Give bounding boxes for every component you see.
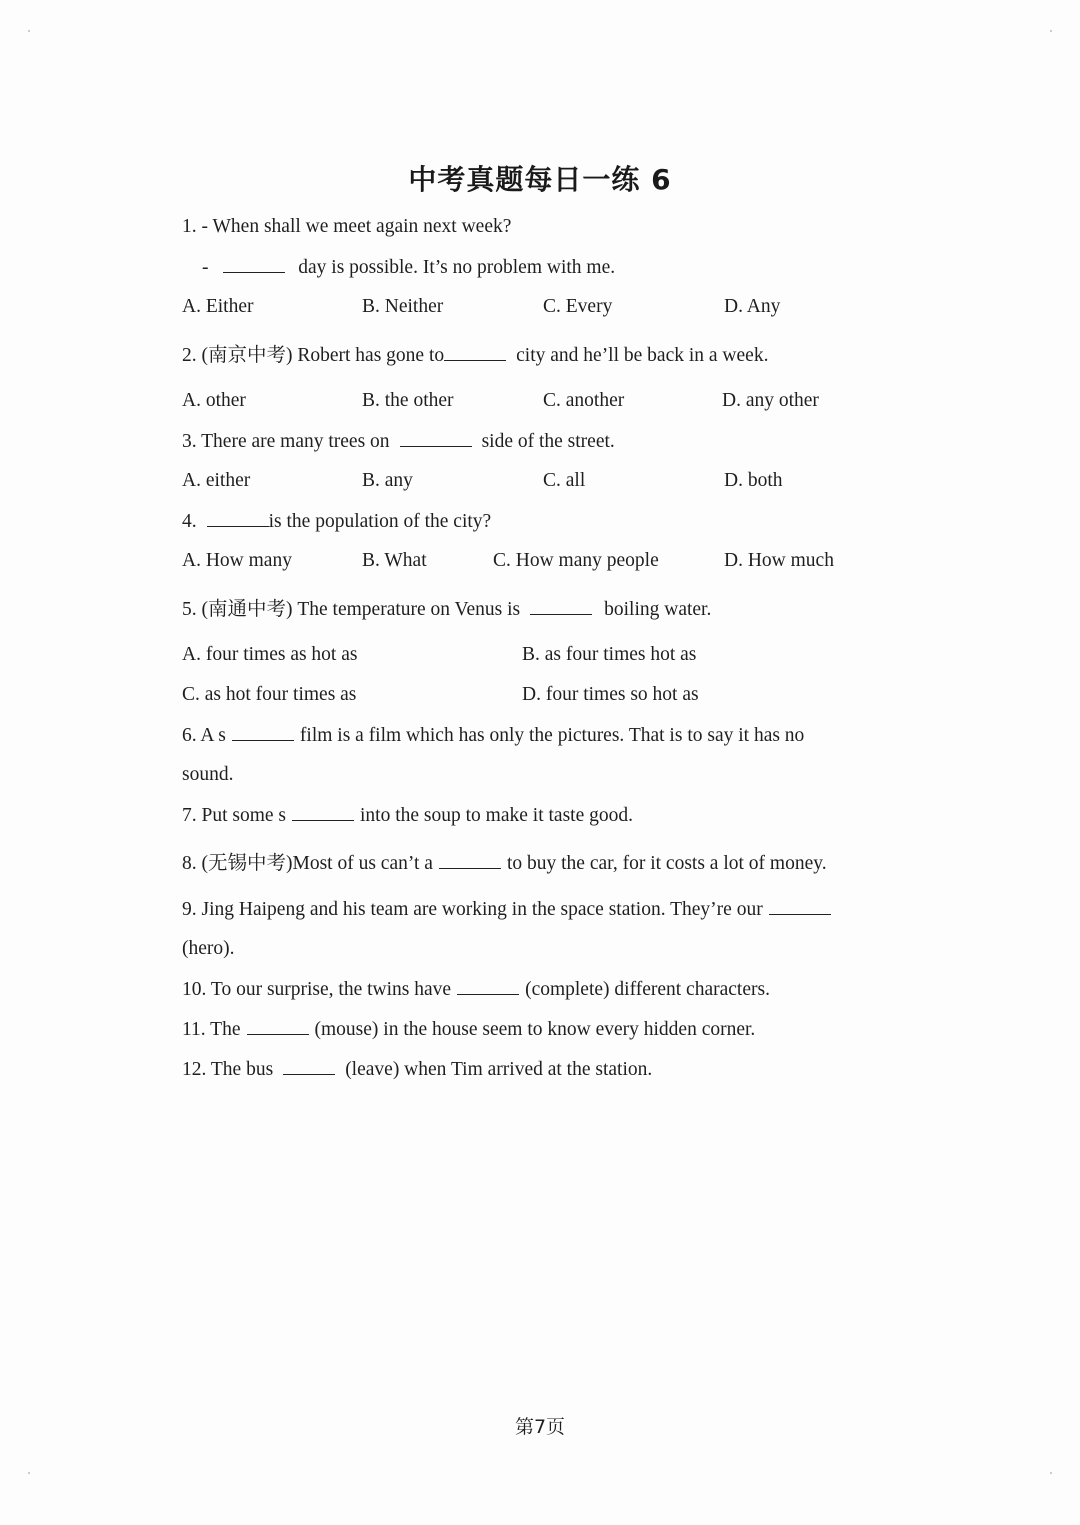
question-7-suffix: into the soup to make it taste good. [360, 805, 633, 826]
question-9-continued: (hero). [182, 938, 235, 959]
question-4-prefix: 4. [182, 511, 197, 532]
q3-option-c[interactable]: C. all [543, 470, 586, 491]
question-3-prefix: 3. There are many trees on [182, 431, 390, 452]
question-1-answer-line [202, 254, 615, 281]
dash: - [202, 257, 209, 278]
q1-option-a[interactable]: A. Either [182, 296, 254, 317]
question-5-prefix: 5. (南通中考) The temperature on Venus is [182, 599, 521, 620]
scan-dot [28, 30, 30, 32]
answer-blank[interactable] [292, 802, 354, 821]
question-10-stem [182, 976, 770, 1003]
question-9-prefix: 9. Jing Haipeng and his team are working in the space station. They’re our [182, 899, 763, 920]
answer-blank[interactable] [247, 1016, 309, 1035]
question-7-stem [182, 802, 633, 829]
question-1-rest: day is possible. It’s no problem with me. [298, 257, 616, 278]
page-title: 中考真题每日一练 6 [408, 163, 672, 196]
question-1-stem: 1. - When shall we meet again next week? [182, 216, 512, 237]
q2-option-b[interactable]: B. the other [362, 390, 454, 411]
q2-option-d[interactable]: D. any other [722, 390, 819, 411]
q3-option-b[interactable]: B. any [362, 470, 413, 491]
question-2-prefix: 2. (南京中考) Robert has gone to [182, 345, 445, 366]
answer-blank[interactable] [769, 896, 831, 915]
question-12-prefix: 12. The bus [182, 1059, 274, 1080]
question-8-stem [182, 850, 827, 877]
q1-option-d[interactable]: D. Any [724, 296, 781, 317]
answer-blank[interactable] [444, 342, 506, 361]
page-number: 第7页 [514, 1416, 566, 1438]
question-2-stem [182, 342, 768, 369]
question-3-suffix: side of the street. [481, 431, 615, 452]
question-5-suffix: boiling water. [604, 599, 712, 620]
q5-option-c[interactable]: C. as hot four times as [182, 684, 357, 705]
question-12-suffix: (leave) when Tim arrived at the station. [345, 1059, 653, 1080]
question-3-stem [182, 428, 615, 455]
answer-blank[interactable] [207, 508, 269, 527]
answer-blank[interactable] [530, 596, 592, 615]
answer-blank[interactable] [232, 722, 294, 741]
question-4-suffix: is the population of the city? [268, 511, 492, 532]
q5-option-d[interactable]: D. four times so hot as [522, 684, 699, 705]
answer-blank[interactable] [223, 254, 285, 273]
scan-dot [1050, 30, 1052, 32]
q3-option-a[interactable]: A. either [182, 470, 251, 491]
question-11-stem [182, 1016, 755, 1043]
q5-option-a[interactable]: A. four times as hot as [182, 644, 358, 665]
question-7-prefix: 7. Put some s [182, 805, 287, 826]
question-9-stem [182, 896, 831, 923]
question-12-stem [182, 1056, 652, 1083]
scan-dot [1050, 1472, 1052, 1474]
answer-blank[interactable] [439, 850, 501, 869]
question-11-suffix: (mouse) in the house seem to know every hidden corner. [314, 1019, 756, 1040]
question-6-continued: sound. [182, 764, 234, 785]
question-6-stem [182, 722, 804, 749]
q1-option-b[interactable]: B. Neither [362, 296, 444, 317]
question-8-prefix: 8. (无锡中考)Most of us can’t a [182, 853, 433, 874]
answer-blank[interactable] [457, 976, 519, 995]
scan-dot [28, 1472, 30, 1474]
q3-option-d[interactable]: D. both [724, 470, 783, 491]
q4-option-b[interactable]: B. What [362, 550, 427, 571]
answer-blank[interactable] [283, 1056, 335, 1075]
q2-option-a[interactable]: A. other [182, 390, 246, 411]
question-2-suffix: city and he’ll be back in a week. [516, 345, 769, 366]
question-10-suffix: (complete) different characters. [525, 979, 770, 1000]
q2-option-c[interactable]: C. another [543, 390, 625, 411]
q5-option-b[interactable]: B. as four times hot as [522, 644, 697, 665]
q4-option-c[interactable]: C. How many people [493, 550, 659, 571]
question-6-prefix: 6. A s [182, 725, 226, 746]
question-5-stem [182, 596, 711, 623]
question-6-suffix: film is a film which has only the pictures. That is to say it has no [299, 725, 805, 746]
question-4-stem [182, 508, 491, 535]
question-8-suffix: to buy the car, for it costs a lot of money. [506, 853, 827, 874]
q4-option-d[interactable]: D. How much [724, 550, 834, 571]
q4-option-a[interactable]: A. How many [182, 550, 292, 571]
question-10-prefix: 10. To our surprise, the twins have [182, 979, 452, 1000]
question-11-prefix: 11. The [182, 1019, 241, 1040]
q1-option-c[interactable]: C. Every [543, 296, 613, 317]
answer-blank[interactable] [400, 428, 472, 447]
